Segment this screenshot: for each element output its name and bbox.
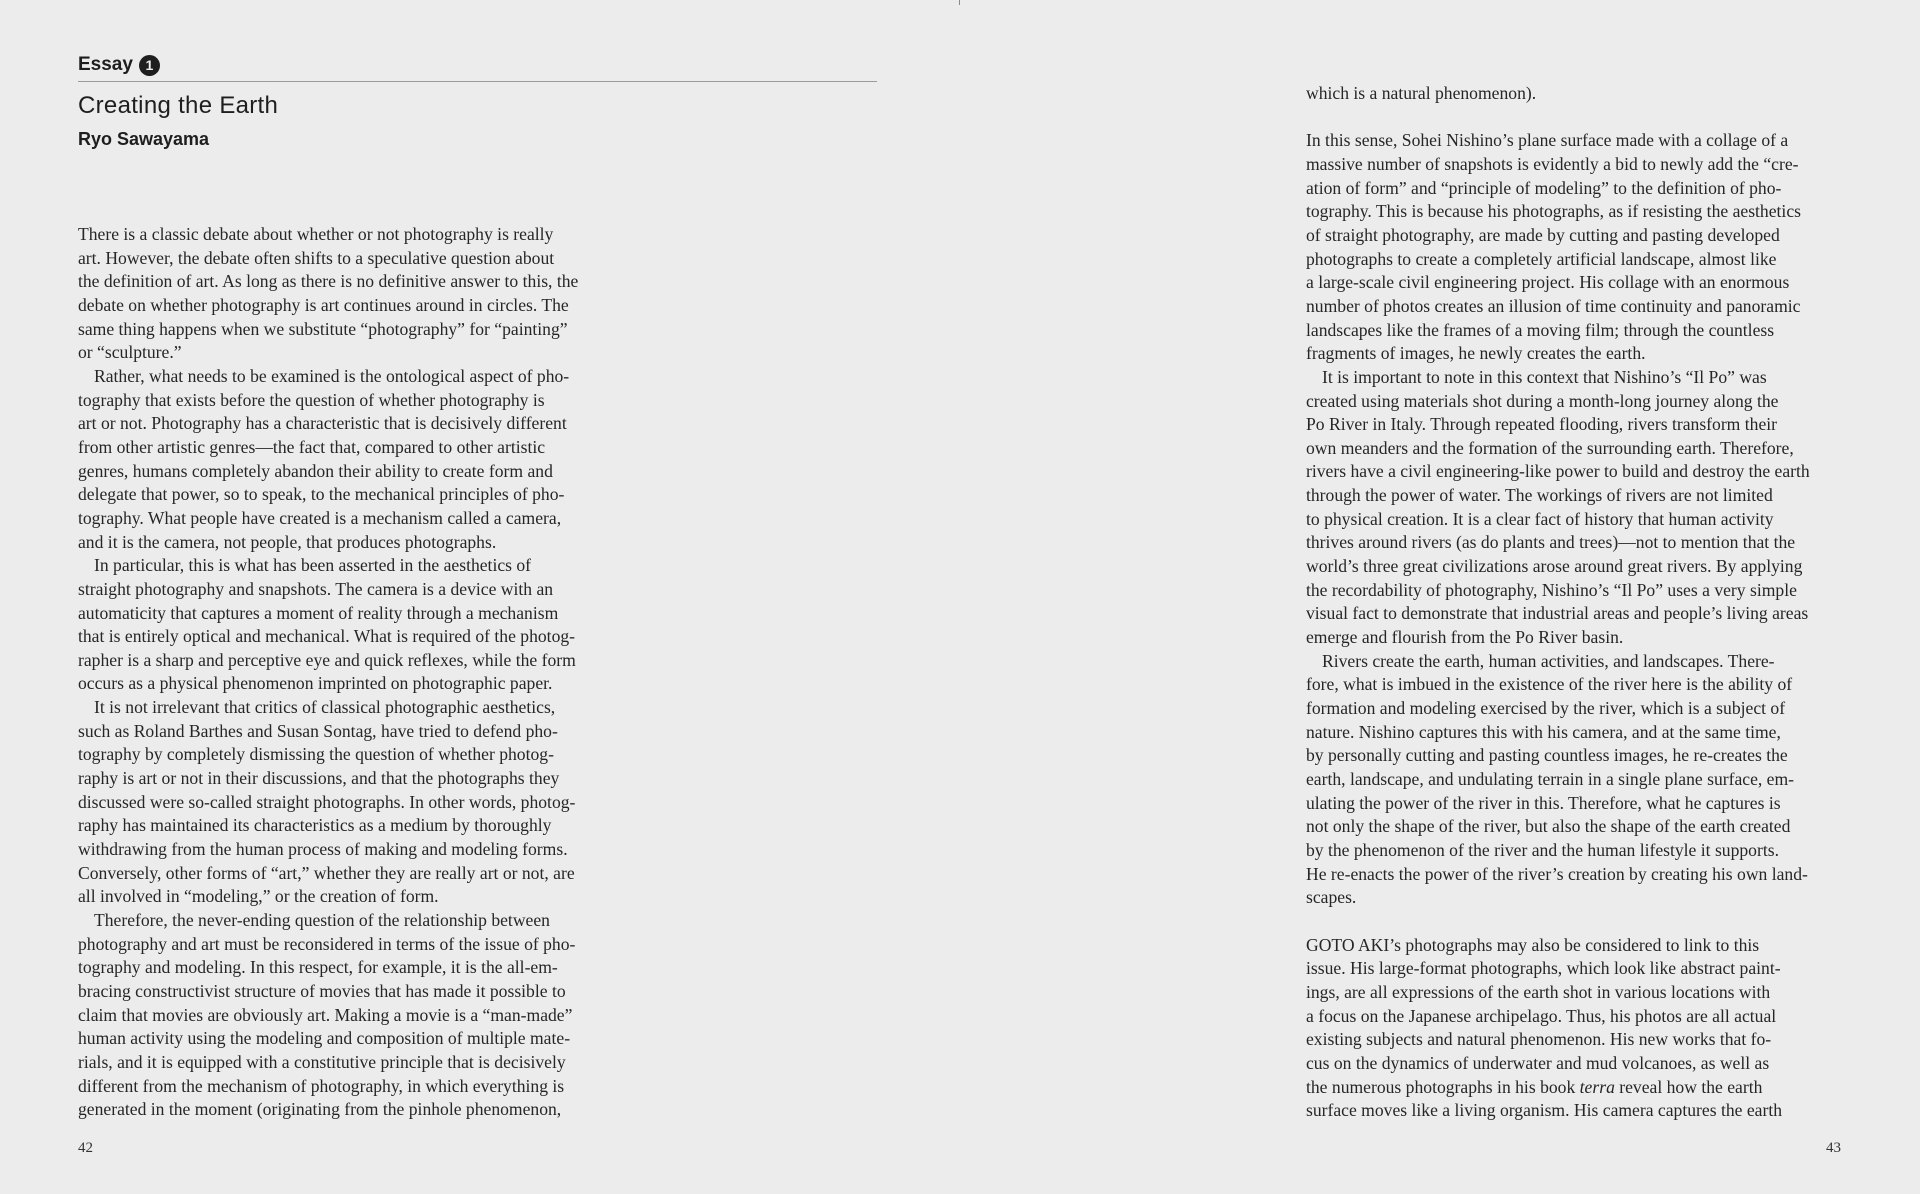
- text-line: withdrawing from the human process of making and modeling forms.: [78, 839, 568, 860]
- essay-label: [78, 54, 160, 76]
- text-line: art. However, the debate often shifts to a speculative question about: [78, 247, 555, 268]
- text-line: such as Roland Barthes and Susan Sontag, have tried to defend pho-: [78, 720, 558, 741]
- text-line: rivers have a civil engineering-like power to build and destroy the earth: [1306, 461, 1810, 482]
- text-line: from other artistic genres—the fact that, compared to other artistic: [78, 436, 546, 457]
- text-line: scapes.: [1306, 887, 1357, 908]
- text-line: There is a classic debate about whether or not photography is really: [78, 224, 554, 244]
- text-line: the definition of art. As long as there is no definitive answer to this, the: [78, 271, 579, 292]
- text-line: which is a natural phenomenon).: [1306, 83, 1537, 103]
- text-line: photography and art must be reconsidered in terms of the issue of pho-: [78, 933, 576, 954]
- text-line: emerge and flourish from the Po River basin.: [1306, 627, 1624, 648]
- text-line: world’s three great civilizations arose around great rivers. By applying: [1306, 556, 1803, 577]
- text-line: It is not irrelevant that critics of classical photographic aesthetics,: [94, 697, 556, 718]
- text-line: the recordability of photography, Nishino’s “Il Po” uses a very simple: [1306, 579, 1797, 600]
- text-segment: reveal how the earth: [1614, 1076, 1763, 1097]
- left-body-text: [78, 223, 618, 1122]
- text-line: tography and modeling. In this respect, for example, it is the all-em-: [78, 957, 558, 978]
- text-line: earth, landscape, and undulating terrain in a single plane surface, em-: [1306, 769, 1795, 790]
- text-line: GOTO AKI’s photographs may also be considered to link to this: [1306, 934, 1760, 955]
- text-line: visual fact to demonstrate that industrial areas and people’s living areas: [1306, 603, 1809, 624]
- text-line: own meanders and the formation of the surrounding earth. Therefore,: [1306, 437, 1794, 458]
- text-line: tography by completely dismissing the question of whether photog-: [78, 744, 554, 765]
- text-line: It is important to note in this context that Nishino’s “Il Po” was: [1322, 366, 1767, 387]
- text-line: Therefore, the never-ending question of the relationship between: [94, 910, 550, 931]
- text-line: ings, are all expressions of the earth shot in various locations with: [1306, 981, 1771, 1002]
- text-line: surface moves like a living organism. His camera captures the earth: [1306, 1100, 1783, 1121]
- text-line: issue. His large-format photographs, which look like abstract paint-: [1306, 958, 1781, 979]
- text-line: Rather, what needs to be examined is the ontological aspect of pho-: [94, 365, 570, 386]
- text-line: genres, humans completely abandon their ability to create form and: [78, 460, 553, 481]
- text-line: landscapes like the frames of a moving film; through the countless: [1306, 319, 1775, 340]
- text-line: fragments of images, he newly creates the earth.: [1306, 343, 1646, 364]
- text-line: rapher is a sharp and perceptive eye and quick reflexes, while the form: [78, 649, 576, 670]
- right-body-text: [1306, 82, 1846, 1123]
- text-line: ulating the power of the river in this. Therefore, what he captures is: [1306, 792, 1781, 813]
- text-line: bracing constructivist structure of movies that has made it possible to: [78, 981, 566, 1001]
- text-line: a focus on the Japanese archipelago. Thus, his photos are all actual: [1306, 1005, 1777, 1026]
- text-line: rials, and it is equipped with a constitutive principle that is decisively: [78, 1051, 566, 1072]
- paragraph-gap: [1306, 106, 1846, 130]
- text-line: Conversely, other forms of “art,” whether they are really art or not, are: [78, 862, 575, 883]
- text-line: existing subjects and natural phenomenon. His new works that fo-: [1306, 1029, 1772, 1050]
- text-line: not only the shape of the river, but also the shape of the earth created: [1306, 816, 1791, 837]
- text-line: art or not. Photography has a characteristic that is decisively different: [78, 413, 567, 434]
- text-line: fore, what is imbued in the existence of the river here is the ability of: [1306, 674, 1793, 695]
- text-line: In this sense, Sohei Nishino’s plane surface made with a collage of a: [1306, 130, 1789, 151]
- text-line: raphy has maintained its characteristics as a medium by thoroughly: [78, 815, 552, 836]
- text-line: formation and modeling exercised by the river, which is a subject of: [1306, 698, 1786, 719]
- text-line: thrives around rivers (as do plants and trees)—not to mention that the: [1306, 532, 1796, 553]
- text-line: delegate that power, so to speak, to the mechanical principles of pho-: [78, 484, 565, 505]
- text-line: [1306, 1076, 1846, 1100]
- text-line: Rivers create the earth, human activities, and landscapes. There-: [1322, 650, 1775, 671]
- text-line: tography. What people have created is a mechanism called a camera,: [78, 507, 562, 528]
- essay-author: Ryo Sawayama: [78, 129, 210, 149]
- text-line: claim that movies are obviously art. Making a movie is a “man-made”: [78, 1004, 573, 1025]
- text-line: by personally cutting and pasting countless images, he re-creates the: [1306, 745, 1788, 766]
- essay-label-text: Essay: [78, 54, 133, 75]
- text-line: Po River in Italy. Through repeated flooding, rivers transform their: [1306, 414, 1778, 435]
- essay-title: Creating the Earth: [78, 92, 279, 119]
- text-line: that is entirely optical and mechanical. What is required of the photog-: [78, 626, 576, 647]
- text-line: same thing happens when we substitute “photography” for “painting”: [78, 318, 568, 339]
- paragraph-gap: [1306, 910, 1846, 934]
- text-line: to physical creation. It is a clear fact of history that human activity: [1306, 508, 1774, 529]
- text-line: automaticity that captures a moment of reality through a mechanism: [78, 602, 559, 623]
- page-number: 42: [78, 1140, 93, 1156]
- text-line: discussed were so-called straight photographs. In other words, photog-: [78, 791, 576, 812]
- book-title: terra: [1579, 1076, 1615, 1097]
- text-line: a large-scale civil engineering project. His collage with an enormous: [1306, 272, 1790, 293]
- text-line: all involved in “modeling,” or the creation of form.: [78, 886, 439, 907]
- text-line: cus on the dynamics of underwater and mud volcanoes, as well as: [1306, 1052, 1770, 1073]
- page-number: 43: [1826, 1140, 1841, 1156]
- text-segment: the numerous photographs in his book: [1306, 1076, 1580, 1097]
- text-line: occurs as a physical phenomenon imprinted on photographic paper.: [78, 673, 553, 694]
- text-line: He re-enacts the power of the river’s creation by creating his own land-: [1306, 863, 1808, 884]
- text-line: through the power of water. The workings of rivers are not limited: [1306, 485, 1773, 506]
- header-rule: [78, 81, 877, 82]
- text-line: tography. This is because his photographs, as if resisting the aesthetics: [1306, 201, 1801, 222]
- text-line: of straight photography, are made by cutting and pasting developed: [1306, 224, 1780, 245]
- text-line: human activity using the modeling and composition of multiple mate-: [78, 1028, 571, 1049]
- text-line: and it is the camera, not people, that produces photographs.: [78, 531, 497, 552]
- text-line: ation of form” and “principle of modeling” to the definition of pho-: [1306, 177, 1782, 198]
- text-line: by the phenomenon of the river and the human lifestyle it supports.: [1306, 839, 1779, 860]
- text-line: In particular, this is what has been asserted in the aesthetics of: [94, 555, 532, 576]
- essay-number-badge: 1: [139, 55, 160, 76]
- text-line: number of photos creates an illusion of time continuity and panoramic: [1306, 295, 1801, 316]
- text-line: different from the mechanism of photography, in which everything is: [78, 1075, 565, 1096]
- text-line: tography that exists before the question of whether photography is: [78, 389, 545, 410]
- text-line: created using materials shot during a month-long journey along the: [1306, 390, 1779, 411]
- text-line: or “sculpture.”: [78, 342, 182, 363]
- text-line: raphy is art or not in their discussions, and that the photographs they: [78, 768, 560, 789]
- text-line: straight photography and snapshots. The camera is a device with an: [78, 578, 554, 599]
- text-line: massive number of snapshots is evidently a bid to newly add the “cre-: [1306, 153, 1799, 174]
- text-line: nature. Nishino captures this with his camera, and at the same time,: [1306, 721, 1781, 742]
- text-line: generated in the moment (originating from the pinhole phenomenon,: [78, 1099, 562, 1120]
- text-line: photographs to create a completely artificial landscape, almost like: [1306, 248, 1777, 269]
- text-line: debate on whether photography is art continues around in circles. The: [78, 294, 569, 315]
